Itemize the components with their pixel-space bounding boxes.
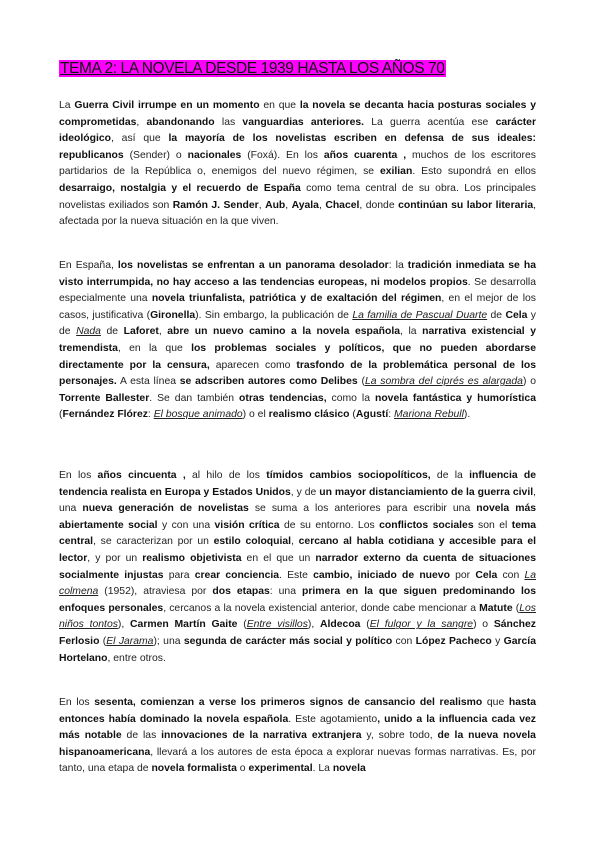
text-run: y con una (157, 519, 215, 531)
bold-text: novela triunfalista, patriótica y de exaltación del régimen (151, 293, 442, 305)
work-title: Entre visillos (246, 619, 308, 631)
bold-text: Agustí (355, 409, 389, 421)
text-run: se suma a los anteriores para escribir una (248, 503, 477, 515)
bold-text: novela (332, 763, 366, 775)
text-run: : (147, 409, 154, 421)
bold-text: años cuarenta , (323, 149, 407, 161)
text-run: con (392, 635, 416, 647)
text-run: En los (59, 697, 95, 708)
text-run: La guerra acentúa ese (364, 116, 496, 128)
bold-text: Matute (479, 602, 513, 614)
text-run: : (388, 409, 395, 421)
work-title: La familia de Pascual Duarte (352, 309, 488, 321)
bold-text: continúan su labor literaria (398, 199, 534, 211)
text-run: las (214, 116, 243, 128)
bold-text: narrativa existencial y tremendista (59, 326, 537, 354)
bold-text: , unido a la influencia cada vez más notable (59, 713, 536, 742)
text-run: ) o (522, 376, 536, 388)
text-run: ( (237, 619, 247, 631)
bold-text: trasfondo de la problemática personal de los personajes. (59, 359, 536, 388)
bold-text: nueva generación de novelistas (82, 503, 249, 515)
bold-text: de la nueva novela hispanoamericana (59, 730, 536, 758)
text-run: En España, (59, 260, 118, 271)
text-run: , (318, 199, 326, 211)
text-run: para (163, 569, 195, 581)
bold-text: influencia de tendencia realista en Europa y Estados Unidos (59, 470, 537, 498)
text-run: A esta línea (116, 376, 180, 388)
bold-text: hasta entonces había dominado la novela española (59, 697, 537, 725)
text-run: muchos de los escritores partidarios de la República o, enemigos del nuevo régimen, se (59, 149, 536, 178)
text-run: , así que (110, 133, 169, 145)
text-run: como tema central de su obra. Los principales novelistas exiliados son (59, 182, 536, 211)
bold-text: primera en la que siguen predominando los enfoques personales (59, 586, 536, 614)
text-run: y (491, 635, 504, 647)
bold-text: otras tendencias, (239, 392, 327, 404)
text-run: , (258, 199, 266, 211)
bold-text: Gironella (150, 309, 196, 321)
text-run: ( (360, 619, 370, 631)
text-run: son el (473, 519, 512, 531)
text-run: , en la que (117, 342, 192, 354)
bold-text: innovaciones de la narrativa extranjera (161, 730, 362, 742)
text-run: En los (59, 470, 98, 481)
bold-text: desarraigo, nostalgia y el recuerdo de España (59, 182, 301, 194)
bold-text: conflictos sociales (379, 519, 474, 531)
bold-text: Chacel (325, 199, 360, 211)
bold-text: se adscriben autores como Delibes (179, 376, 358, 388)
body-text-2 (59, 258, 536, 445)
text-run: ). (463, 409, 471, 421)
paragraph (59, 98, 536, 231)
text-run: , y de (290, 486, 320, 498)
bold-text: Cela (475, 569, 498, 581)
text-run: ), (117, 619, 131, 631)
bold-text: experimental (248, 763, 313, 775)
bold-text: Cela (505, 309, 528, 321)
text-run: , afectada por la nueva situación en la que viven. (59, 199, 536, 228)
text-run: , y por un (87, 552, 143, 564)
work-title: Nada (76, 326, 101, 338)
paragraph (59, 695, 536, 778)
text-run: o (236, 763, 249, 775)
text-run: , llevará a los autores de esta época a explorar nuevas formas narrativas. Es, por tanto, una etapa de (59, 746, 536, 775)
bold-text: Torrente Ballester (59, 392, 150, 404)
text-run: . Este (279, 569, 314, 581)
bold-text: cercano al habla cotidiana y accesible para el lector (59, 536, 536, 564)
bold-text: tema central (59, 519, 536, 548)
text-run: ( (99, 635, 107, 647)
bold-text: dos etapas (212, 586, 270, 598)
text-run: , entre otros. (107, 652, 166, 664)
text-run: ( (512, 602, 520, 614)
bold-text: la novela se decanta hacia posturas sociales y comprometidas (59, 100, 537, 128)
text-run: como la (326, 392, 375, 404)
body-text-4 (59, 695, 536, 799)
bold-text: nacionales (187, 149, 242, 161)
bold-text: Aldecoa (320, 619, 361, 631)
document-title: TEMA 2: LA NOVELA DESDE 1939 HASTA LOS AÑOS 70 (60, 60, 445, 77)
work-title: La sombra del ciprés es alargada (364, 376, 523, 388)
text-run: de la (430, 470, 470, 481)
bold-text: crear conciencia (194, 569, 280, 581)
text-run: . Esto supondrá en ellos (412, 166, 536, 178)
bold-text: novela formalista (151, 763, 237, 775)
work-title: Mariona Rebull (394, 409, 464, 421)
text-run: , donde (359, 199, 399, 211)
bold-text: Laforet (123, 326, 159, 338)
bold-text: novela más abiertamente social (59, 503, 536, 531)
text-run: ); una (153, 635, 184, 647)
paragraph (59, 468, 536, 667)
body-text-1 (59, 98, 536, 252)
bold-text: años cincuenta , (97, 470, 186, 481)
work-title: El fulgor y la sangre (369, 619, 474, 631)
bold-text: cambio, iniciado de nuevo (313, 569, 450, 581)
text-run: y, sobre todo, (361, 730, 438, 742)
paragraph (59, 258, 536, 424)
text-run: . Se desarrolla especialmente una (59, 276, 536, 305)
text-run: , en el mejor de los casos, justificativa ( (59, 293, 536, 321)
text-run: (Sender) o (123, 149, 188, 161)
bold-text: Aub (265, 199, 286, 211)
bold-text: la mayoría de los novelistas escriben en defensa de sus ideales: republicanos (59, 133, 536, 161)
text-run: ( (357, 376, 365, 388)
text-run: en el que un (241, 552, 316, 564)
text-run: en que (259, 100, 300, 111)
bold-text: abre un nuevo camino a la novela española (167, 326, 401, 338)
bold-text: los problemas sociales y políticos, que no pueden abordarse directamente por la censura, (59, 342, 536, 371)
text-run: aparecen como (209, 359, 297, 371)
bold-text: Carmen Martín Gaite (130, 619, 238, 631)
bold-text: Sánchez Ferlosio (59, 619, 536, 647)
bold-text: narrador externo da cuenta de situaciones socialmente injustas (59, 552, 536, 581)
bold-text: abandonando (146, 116, 215, 128)
body-text-3 (59, 468, 536, 688)
bold-text: vanguardias anteriores. (242, 116, 365, 128)
text-run: (Foxá). En los (241, 149, 324, 161)
text-run: , (158, 326, 168, 338)
text-run: . Se dan también (149, 392, 240, 404)
work-title: La colmena (59, 569, 536, 598)
title-block (59, 60, 446, 78)
text-run: La (59, 100, 75, 111)
text-run: : la (388, 260, 408, 271)
text-run: ), (307, 619, 321, 631)
bold-text: un mayor distanciamiento de la guerra civil (319, 486, 534, 498)
bold-text: sesenta, comienzan a verse los primeros signos de cansancio del realismo (94, 697, 483, 708)
bold-text: Ramón J. Sender (172, 199, 259, 211)
bold-text: visión crítica (214, 519, 280, 531)
text-run: . La (312, 763, 333, 775)
bold-text: García Hortelano (59, 635, 536, 664)
bold-text: exilian (379, 166, 413, 178)
text-run: , (291, 536, 299, 548)
text-run: con (497, 569, 525, 581)
bold-text: novela fantástica y humorística (374, 392, 536, 404)
text-run: : una (269, 586, 302, 598)
text-run: (1952), atraviesa por (98, 586, 213, 598)
text-run: , la (400, 326, 423, 338)
bold-text: tradición inmediata se ha visto interrumpida, no hay acceso a las tendencias europeas, ni modelos propios (59, 260, 536, 288)
text-run: que (482, 697, 509, 708)
work-title: Los niños tontos (59, 602, 536, 631)
text-run: , cercanos a la novela existencial anterior, donde cabe mencionar a (163, 602, 480, 614)
text-run: ( (59, 409, 63, 421)
bold-text: estilo coloquial (213, 536, 292, 548)
text-run: y de (59, 309, 536, 338)
text-run: de (100, 326, 124, 338)
bold-text: realismo clásico (268, 409, 350, 421)
text-run: , una (59, 486, 536, 515)
text-run: ( (349, 409, 356, 421)
text-run: , (285, 199, 292, 211)
bold-text: segunda de carácter más social y político (183, 635, 393, 647)
text-run: ) o (473, 619, 494, 631)
bold-text: carácter ideológico (59, 116, 537, 145)
text-run: ) o el (242, 409, 269, 421)
bold-text: Guerra Civil irrumpe en un momento (74, 100, 260, 111)
text-run: , se caracterizan por un (93, 536, 214, 548)
bold-text: tímidos cambios sociopolíticos, (266, 470, 431, 481)
text-run: de las (121, 730, 162, 742)
text-run: de (487, 309, 506, 321)
bold-text: los novelistas se enfrentan a un panorama desolador (117, 260, 389, 271)
text-run: , (136, 116, 147, 128)
text-run: de su entorno. Los (279, 519, 380, 531)
bold-text: López Pacheco (415, 635, 492, 647)
work-title: El bosque animado (153, 409, 243, 421)
work-title: El Jarama (106, 635, 154, 647)
text-run: . Este agotamiento (288, 713, 378, 725)
text-run: al hilo de los (185, 470, 267, 481)
text-run: por (449, 569, 476, 581)
bold-text: Ayala (291, 199, 319, 211)
text-run: ). Sin embargo, la publicación de (195, 309, 353, 321)
bold-text: realismo objetivista (142, 552, 242, 564)
bold-text: Fernández Flórez (62, 409, 148, 421)
